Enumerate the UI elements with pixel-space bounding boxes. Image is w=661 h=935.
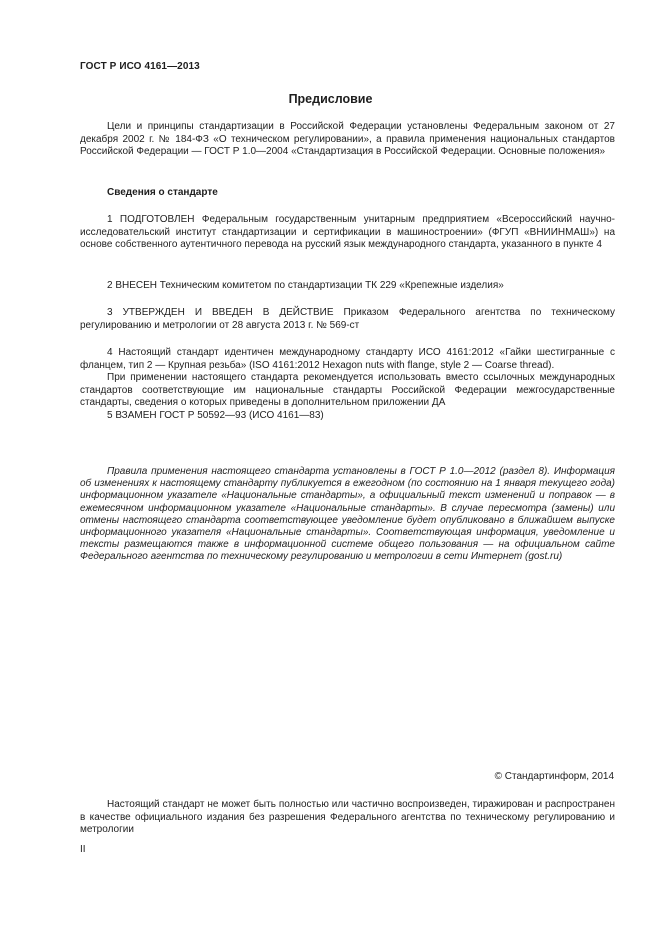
page-number: II: [80, 844, 86, 855]
intro-paragraph: Цели и принципы стандартизации в Российской Федерации установлены Федеральным законом от 27 декабря 2002 г. № 184-ФЗ «О техническом регулировании», а правила применения национальных стандартов Российской Федерации — ГОСТ Р 1.0—2004 «Стандартизация в Российской Федерации. Основные положения»: [80, 121, 615, 157]
standard-item-1-block: [80, 214, 615, 252]
document-code: ГОСТ Р ИСО 4161—2013: [80, 61, 200, 72]
standard-item-4: 4 Настоящий стандарт идентичен международному стандарту ИСО 4161:2012 «Гайки шестигранные с фланцем, тип 2 — Крупная резьба» (ISO 4161:2012 Hexagon nuts with flange, style 2 — Coarse thread).: [80, 347, 615, 371]
standard-item-3-block: [80, 307, 615, 332]
intro-section: [80, 121, 615, 159]
rights-paragraph: Настоящий стандарт не может быть полностью или частично воспроизведен, тиражирован и распространен в качестве официального издания без разрешения Федерального агентства по техническому регулированию и метрологии: [80, 799, 615, 835]
standard-item-2: 2 ВНЕСЕН Техническим комитетом по стандартизации ТК 229 «Крепежные изделия»: [107, 280, 504, 291]
copyright: © Стандартинформ, 2014: [494, 771, 614, 782]
standard-item-4-block: [80, 347, 615, 422]
standard-item-1: 1 ПОДГОТОВЛЕН Федеральным государственным унитарным предприятием «Всероссийский научно-исследовательский институт стандартизации и сертификации в машиностроении» (ФГУП «ВНИИНМАШ») на основе собственного аутентичного перевода на русский язык международного стандарта, указанного в пункте 4: [80, 214, 615, 250]
page-title: Предисловие: [288, 92, 373, 106]
notice-paragraph: Правила применения настоящего стандарта установлены в ГОСТ Р 1.0—2012 (раздел 8). Информация об изменениях к настоящему стандарту публикуется в ежегодном (по состоянию на 1 января текущего года) информационном указателе «Национальные стандарты», а официальный текст изменений и поправок — в ежемесячном информационном указателе «Национальные стандарты». В случае пересмотра (замены) или отмены настоящего стандарта соответствующее уведомление будет опубликовано в ближайшем выпуске информационного указателя «Национальные стандарты». Соответствующая информация, уведомление и тексты размещаются также в информационной системе общего пользования — на официальном сайте Федерального агентства по техническому регулированию и метрологии в сети Интернет (gost.ru): [80, 466, 615, 563]
standard-info-heading: Сведения о стандарте: [107, 187, 218, 198]
standard-item-2-block: [80, 280, 615, 293]
rights-section: [80, 799, 615, 837]
notice-section: [80, 466, 615, 564]
standard-item-5: 5 ВЗАМЕН ГОСТ Р 50592—93 (ИСО 4161—83): [107, 409, 324, 421]
standard-info-heading-block: [80, 187, 615, 200]
standard-item-3: 3 УТВЕРЖДЕН И ВВЕДЕН В ДЕЙСТВИЕ Приказом Федерального агентства по техническому регулированию и метрологии от 28 августа 2013 г. № 569-ст: [80, 307, 615, 331]
standard-item-4-note: При применении настоящего стандарта рекомендуется использовать вместо ссылочных международных стандартов соответствующие им национальные стандарты Российской Федерации межгосударственные стандарты, сведения о которых приведены в дополнительном приложении ДА: [80, 372, 615, 408]
